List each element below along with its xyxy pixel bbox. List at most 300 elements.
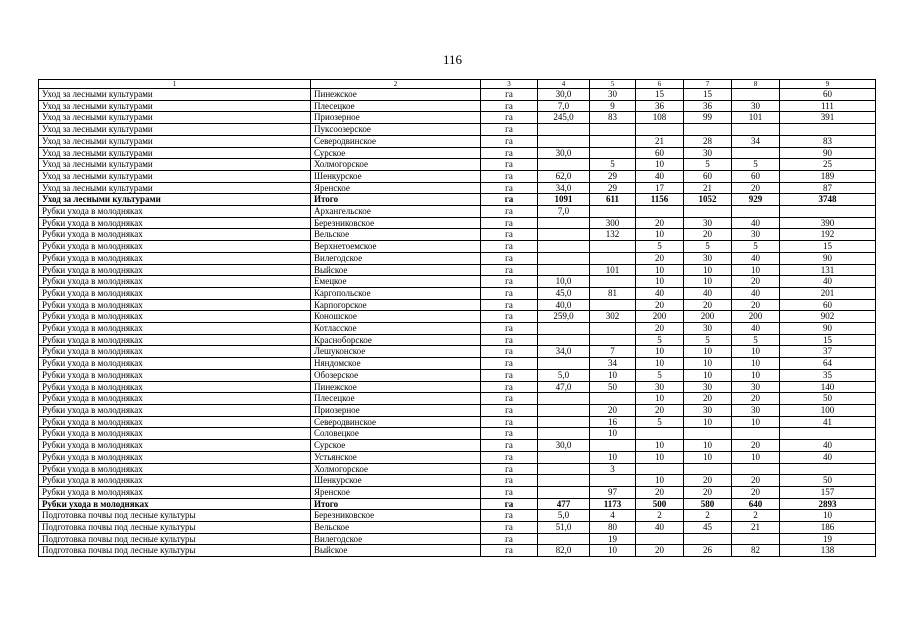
work-type-cell: Рубки ухода в молодняках bbox=[39, 217, 311, 229]
value-cell: 21 bbox=[732, 522, 780, 534]
value-cell bbox=[538, 241, 590, 253]
column-number: 1 bbox=[39, 80, 311, 89]
value-cell: 5 bbox=[590, 159, 636, 171]
value-cell: 7,0 bbox=[538, 206, 590, 218]
forestry-cell: Обозерское bbox=[311, 369, 481, 381]
work-type-cell: Уход за лесными культурами bbox=[39, 147, 311, 159]
value-cell: 34 bbox=[590, 358, 636, 370]
value-cell: 5 bbox=[684, 159, 732, 171]
value-cell bbox=[684, 124, 732, 136]
forestry-cell: Плесецкое bbox=[311, 100, 481, 112]
value-cell bbox=[538, 159, 590, 171]
value-cell: 99 bbox=[684, 112, 732, 124]
value-cell: 20 bbox=[732, 299, 780, 311]
value-cell: 60 bbox=[684, 170, 732, 182]
value-cell: 10,0 bbox=[538, 276, 590, 288]
value-cell: 15 bbox=[684, 89, 732, 101]
value-cell: 26 bbox=[684, 545, 732, 557]
value-cell: 2893 bbox=[780, 498, 876, 510]
value-cell: 580 bbox=[684, 498, 732, 510]
value-cell: 40 bbox=[780, 440, 876, 452]
value-cell bbox=[590, 241, 636, 253]
value-cell: 20 bbox=[732, 486, 780, 498]
value-cell: 30 bbox=[684, 381, 732, 393]
value-cell: 20 bbox=[732, 475, 780, 487]
unit-cell: га bbox=[481, 498, 538, 510]
work-type-cell: Рубки ухода в молодняках bbox=[39, 241, 311, 253]
value-cell: 2 bbox=[636, 510, 684, 522]
value-cell: 30 bbox=[732, 229, 780, 241]
work-type-cell: Рубки ухода в молодняках bbox=[39, 498, 311, 510]
table-row bbox=[39, 147, 876, 159]
value-cell: 30 bbox=[732, 381, 780, 393]
unit-cell: га bbox=[481, 264, 538, 276]
value-cell: 391 bbox=[780, 112, 876, 124]
table-row bbox=[39, 229, 876, 241]
table-row bbox=[39, 159, 876, 171]
value-cell: 929 bbox=[732, 194, 780, 206]
value-cell bbox=[538, 533, 590, 545]
forestry-cell: Приозерное bbox=[311, 112, 481, 124]
work-type-cell: Подготовка почвы под лесные культуры bbox=[39, 510, 311, 522]
table-row bbox=[39, 334, 876, 346]
forestry-cell: Соловецкое bbox=[311, 428, 481, 440]
table-row bbox=[39, 287, 876, 299]
value-cell: 40 bbox=[636, 287, 684, 299]
value-cell bbox=[538, 217, 590, 229]
unit-cell: га bbox=[481, 147, 538, 159]
value-cell: 30,0 bbox=[538, 440, 590, 452]
forestry-cell: Итого bbox=[311, 498, 481, 510]
forestry-cell: Вилегодское bbox=[311, 533, 481, 545]
unit-cell: га bbox=[481, 323, 538, 335]
value-cell bbox=[538, 404, 590, 416]
page-number: 116 bbox=[442, 52, 463, 67]
table-row bbox=[39, 112, 876, 124]
value-cell: 5 bbox=[636, 241, 684, 253]
forestry-table bbox=[38, 79, 876, 557]
column-number: 6 bbox=[636, 80, 684, 89]
work-type-cell: Подготовка почвы под лесные культуры bbox=[39, 522, 311, 534]
value-cell bbox=[538, 475, 590, 487]
value-cell: 20 bbox=[684, 486, 732, 498]
value-cell: 300 bbox=[590, 217, 636, 229]
value-cell: 20 bbox=[732, 276, 780, 288]
table-row bbox=[39, 323, 876, 335]
value-cell: 28 bbox=[684, 135, 732, 147]
unit-cell: га bbox=[481, 124, 538, 136]
value-cell: 3 bbox=[590, 463, 636, 475]
column-number: 4 bbox=[538, 80, 590, 89]
value-cell: 40 bbox=[780, 276, 876, 288]
value-cell: 15 bbox=[636, 89, 684, 101]
value-cell: 25 bbox=[780, 159, 876, 171]
table-row bbox=[39, 522, 876, 534]
value-cell: 10 bbox=[636, 475, 684, 487]
value-cell: 20 bbox=[732, 440, 780, 452]
table-row bbox=[39, 393, 876, 405]
value-cell: 40 bbox=[732, 217, 780, 229]
value-cell: 140 bbox=[780, 381, 876, 393]
value-cell bbox=[732, 463, 780, 475]
value-cell bbox=[684, 463, 732, 475]
forestry-cell: Устьянское bbox=[311, 451, 481, 463]
forestry-cell: Вельское bbox=[311, 522, 481, 534]
table-row bbox=[39, 241, 876, 253]
value-cell: 20 bbox=[636, 486, 684, 498]
value-cell: 10 bbox=[732, 416, 780, 428]
work-type-cell: Рубки ухода в молодняках bbox=[39, 334, 311, 346]
unit-cell: га bbox=[481, 100, 538, 112]
work-type-cell: Уход за лесными культурами bbox=[39, 170, 311, 182]
value-cell: 60 bbox=[636, 147, 684, 159]
value-cell: 40 bbox=[732, 287, 780, 299]
unit-cell: га bbox=[481, 404, 538, 416]
value-cell: 21 bbox=[636, 135, 684, 147]
value-cell: 10 bbox=[636, 451, 684, 463]
value-cell: 30,0 bbox=[538, 89, 590, 101]
unit-cell: га bbox=[481, 135, 538, 147]
forestry-cell: Березниковское bbox=[311, 510, 481, 522]
value-cell: 82,0 bbox=[538, 545, 590, 557]
value-cell: 40 bbox=[636, 170, 684, 182]
value-cell: 30 bbox=[684, 147, 732, 159]
value-cell: 40,0 bbox=[538, 299, 590, 311]
forestry-cell: Вилегодское bbox=[311, 252, 481, 264]
table-row bbox=[39, 276, 876, 288]
unit-cell: га bbox=[481, 334, 538, 346]
work-type-cell: Рубки ухода в молодняках bbox=[39, 276, 311, 288]
forestry-cell: Шенкурское bbox=[311, 170, 481, 182]
work-type-cell: Рубки ухода в молодняках bbox=[39, 475, 311, 487]
value-cell: 10 bbox=[732, 264, 780, 276]
value-cell bbox=[732, 89, 780, 101]
value-cell: 10 bbox=[684, 369, 732, 381]
unit-cell: га bbox=[481, 182, 538, 194]
table-row bbox=[39, 451, 876, 463]
table-row bbox=[39, 416, 876, 428]
total-row bbox=[39, 498, 876, 510]
value-cell: 20 bbox=[732, 182, 780, 194]
value-cell: 36 bbox=[636, 100, 684, 112]
value-cell: 10 bbox=[590, 545, 636, 557]
value-cell: 10 bbox=[684, 451, 732, 463]
unit-cell: га bbox=[481, 217, 538, 229]
value-cell: 5 bbox=[732, 241, 780, 253]
forestry-cell: Пинежское bbox=[311, 89, 481, 101]
unit-cell: га bbox=[481, 486, 538, 498]
value-cell bbox=[538, 428, 590, 440]
work-type-cell: Рубки ухода в молодняках bbox=[39, 358, 311, 370]
value-cell: 10 bbox=[636, 358, 684, 370]
value-cell: 10 bbox=[732, 358, 780, 370]
value-cell: 30 bbox=[590, 89, 636, 101]
value-cell: 19 bbox=[780, 533, 876, 545]
value-cell: 10 bbox=[732, 451, 780, 463]
value-cell: 20 bbox=[636, 252, 684, 264]
forestry-cell: Северодвинское bbox=[311, 416, 481, 428]
forestry-cell: Березниковское bbox=[311, 217, 481, 229]
value-cell: 10 bbox=[636, 440, 684, 452]
value-cell bbox=[590, 206, 636, 218]
unit-cell: га bbox=[481, 451, 538, 463]
value-cell: 51,0 bbox=[538, 522, 590, 534]
value-cell bbox=[684, 206, 732, 218]
table-row bbox=[39, 440, 876, 452]
value-cell: 1156 bbox=[636, 194, 684, 206]
value-cell: 83 bbox=[780, 135, 876, 147]
value-cell: 40 bbox=[732, 323, 780, 335]
work-type-cell: Рубки ухода в молодняках bbox=[39, 287, 311, 299]
unit-cell: га bbox=[481, 299, 538, 311]
value-cell: 132 bbox=[590, 229, 636, 241]
value-cell: 64 bbox=[780, 358, 876, 370]
forestry-cell: Коношское bbox=[311, 311, 481, 323]
work-type-cell: Рубки ухода в молодняках bbox=[39, 463, 311, 475]
table-row bbox=[39, 545, 876, 557]
work-type-cell: Рубки ухода в молодняках bbox=[39, 451, 311, 463]
value-cell: 30 bbox=[684, 404, 732, 416]
work-type-cell: Рубки ухода в молодняках bbox=[39, 440, 311, 452]
value-cell: 30 bbox=[684, 323, 732, 335]
value-cell: 45 bbox=[684, 522, 732, 534]
work-type-cell: Уход за лесными культурами bbox=[39, 159, 311, 171]
value-cell bbox=[538, 393, 590, 405]
value-cell: 10 bbox=[636, 393, 684, 405]
value-cell: 189 bbox=[780, 170, 876, 182]
value-cell: 34 bbox=[732, 135, 780, 147]
value-cell bbox=[780, 428, 876, 440]
unit-cell: га bbox=[481, 510, 538, 522]
value-cell bbox=[780, 124, 876, 136]
unit-cell: га bbox=[481, 381, 538, 393]
work-type-cell: Рубки ухода в молодняках bbox=[39, 416, 311, 428]
value-cell: 62,0 bbox=[538, 170, 590, 182]
table-row bbox=[39, 381, 876, 393]
value-cell bbox=[590, 475, 636, 487]
unit-cell: га bbox=[481, 416, 538, 428]
value-cell: 30 bbox=[732, 404, 780, 416]
value-cell: 10 bbox=[684, 264, 732, 276]
forestry-cell: Итого bbox=[311, 194, 481, 206]
column-number: 3 bbox=[481, 80, 538, 89]
value-cell: 10 bbox=[590, 428, 636, 440]
value-cell: 131 bbox=[780, 264, 876, 276]
value-cell: 477 bbox=[538, 498, 590, 510]
value-cell: 302 bbox=[590, 311, 636, 323]
value-cell: 20 bbox=[636, 545, 684, 557]
work-type-cell: Уход за лесными культурами bbox=[39, 112, 311, 124]
table-row bbox=[39, 252, 876, 264]
work-type-cell: Уход за лесными культурами bbox=[39, 194, 311, 206]
value-cell: 10 bbox=[684, 346, 732, 358]
value-cell: 259,0 bbox=[538, 311, 590, 323]
unit-cell: га bbox=[481, 276, 538, 288]
value-cell: 20 bbox=[684, 393, 732, 405]
value-cell: 40 bbox=[636, 522, 684, 534]
value-cell: 10 bbox=[636, 159, 684, 171]
value-cell: 10 bbox=[636, 276, 684, 288]
forestry-cell: Котласское bbox=[311, 323, 481, 335]
forestry-cell: Северодвинское bbox=[311, 135, 481, 147]
work-type-cell: Рубки ухода в молодняках bbox=[39, 346, 311, 358]
forestry-cell: Приозерное bbox=[311, 404, 481, 416]
value-cell: 34,0 bbox=[538, 346, 590, 358]
forestry-cell: Холмогорское bbox=[311, 463, 481, 475]
value-cell: 20 bbox=[684, 475, 732, 487]
value-cell: 5 bbox=[732, 159, 780, 171]
value-cell bbox=[636, 533, 684, 545]
unit-cell: га bbox=[481, 206, 538, 218]
value-cell: 10 bbox=[684, 416, 732, 428]
work-type-cell: Рубки ухода в молодняках bbox=[39, 323, 311, 335]
value-cell: 5,0 bbox=[538, 510, 590, 522]
value-cell bbox=[538, 229, 590, 241]
value-cell: 10 bbox=[636, 264, 684, 276]
value-cell: 90 bbox=[780, 323, 876, 335]
value-cell: 81 bbox=[590, 287, 636, 299]
forestry-cell: Архангельское bbox=[311, 206, 481, 218]
value-cell bbox=[590, 299, 636, 311]
value-cell: 21 bbox=[684, 182, 732, 194]
work-type-cell: Уход за лесными культурами bbox=[39, 100, 311, 112]
value-cell: 10 bbox=[684, 440, 732, 452]
value-cell: 5 bbox=[684, 241, 732, 253]
value-cell bbox=[732, 206, 780, 218]
value-cell: 35 bbox=[780, 369, 876, 381]
unit-cell: га bbox=[481, 463, 538, 475]
table-row bbox=[39, 369, 876, 381]
forestry-cell: Лешуконское bbox=[311, 346, 481, 358]
value-cell: 10 bbox=[732, 369, 780, 381]
unit-cell: га bbox=[481, 194, 538, 206]
value-cell: 15 bbox=[780, 334, 876, 346]
value-cell: 15 bbox=[780, 241, 876, 253]
value-cell: 20 bbox=[636, 299, 684, 311]
value-cell: 34,0 bbox=[538, 182, 590, 194]
table-row bbox=[39, 100, 876, 112]
value-cell: 500 bbox=[636, 498, 684, 510]
unit-cell: га bbox=[481, 287, 538, 299]
unit-cell: га bbox=[481, 170, 538, 182]
value-cell: 611 bbox=[590, 194, 636, 206]
work-type-cell: Рубки ухода в молодняках bbox=[39, 393, 311, 405]
value-cell bbox=[538, 124, 590, 136]
value-cell bbox=[538, 486, 590, 498]
value-cell: 1052 bbox=[684, 194, 732, 206]
value-cell: 60 bbox=[780, 299, 876, 311]
value-cell: 37 bbox=[780, 346, 876, 358]
value-cell: 200 bbox=[636, 311, 684, 323]
value-cell: 200 bbox=[732, 311, 780, 323]
work-type-cell: Рубки ухода в молодняках bbox=[39, 381, 311, 393]
work-type-cell: Рубки ухода в молодняках bbox=[39, 206, 311, 218]
value-cell: 4 bbox=[590, 510, 636, 522]
value-cell: 390 bbox=[780, 217, 876, 229]
value-cell: 245,0 bbox=[538, 112, 590, 124]
unit-cell: га bbox=[481, 522, 538, 534]
value-cell: 5 bbox=[636, 334, 684, 346]
value-cell: 3748 bbox=[780, 194, 876, 206]
value-cell: 10 bbox=[636, 229, 684, 241]
value-cell: 9 bbox=[590, 100, 636, 112]
value-cell bbox=[590, 393, 636, 405]
value-cell bbox=[636, 124, 684, 136]
table-row bbox=[39, 486, 876, 498]
unit-cell: га bbox=[481, 475, 538, 487]
value-cell bbox=[538, 135, 590, 147]
value-cell bbox=[780, 206, 876, 218]
work-type-cell: Рубки ухода в молодняках bbox=[39, 486, 311, 498]
forestry-cell: Вельское bbox=[311, 229, 481, 241]
table-row bbox=[39, 510, 876, 522]
value-cell bbox=[636, 206, 684, 218]
value-cell: 1091 bbox=[538, 194, 590, 206]
value-cell bbox=[538, 463, 590, 475]
work-type-cell: Рубки ухода в молодняках bbox=[39, 369, 311, 381]
table-row bbox=[39, 358, 876, 370]
value-cell: 10 bbox=[780, 510, 876, 522]
value-cell: 2 bbox=[684, 510, 732, 522]
column-number: 8 bbox=[732, 80, 780, 89]
forestry-cell: Пинежское bbox=[311, 381, 481, 393]
unit-cell: га bbox=[481, 358, 538, 370]
value-cell: 17 bbox=[636, 182, 684, 194]
value-cell bbox=[590, 334, 636, 346]
work-type-cell: Рубки ухода в молодняках bbox=[39, 311, 311, 323]
value-cell bbox=[732, 147, 780, 159]
unit-cell: га bbox=[481, 440, 538, 452]
work-type-cell: Рубки ухода в молодняках bbox=[39, 299, 311, 311]
value-cell: 41 bbox=[780, 416, 876, 428]
value-cell: 30 bbox=[684, 217, 732, 229]
work-type-cell: Рубки ухода в молодняках bbox=[39, 264, 311, 276]
value-cell: 20 bbox=[684, 229, 732, 241]
forestry-cell: Шенкурское bbox=[311, 475, 481, 487]
value-cell: 10 bbox=[684, 276, 732, 288]
column-number: 2 bbox=[311, 80, 481, 89]
forestry-cell: Пукcоозерское bbox=[311, 124, 481, 136]
work-type-cell: Рубки ухода в молодняках bbox=[39, 229, 311, 241]
value-cell: 50 bbox=[590, 381, 636, 393]
value-cell: 30 bbox=[684, 252, 732, 264]
forestry-cell: Карпогорское bbox=[311, 299, 481, 311]
value-cell: 7,0 bbox=[538, 100, 590, 112]
value-cell bbox=[590, 323, 636, 335]
value-cell bbox=[538, 264, 590, 276]
value-cell bbox=[684, 533, 732, 545]
table-row bbox=[39, 170, 876, 182]
column-number-row bbox=[39, 80, 876, 89]
value-cell: 20 bbox=[636, 323, 684, 335]
table-row bbox=[39, 135, 876, 147]
value-cell bbox=[684, 428, 732, 440]
forestry-cell: Яренское bbox=[311, 486, 481, 498]
value-cell: 138 bbox=[780, 545, 876, 557]
value-cell: 30 bbox=[732, 100, 780, 112]
unit-cell: га bbox=[481, 241, 538, 253]
table-row bbox=[39, 475, 876, 487]
forestry-cell: Сурское bbox=[311, 147, 481, 159]
value-cell: 29 bbox=[590, 182, 636, 194]
forestry-cell: Холмогорское bbox=[311, 159, 481, 171]
table-row bbox=[39, 404, 876, 416]
value-cell bbox=[732, 124, 780, 136]
work-type-cell: Подготовка почвы под лесные культуры bbox=[39, 533, 311, 545]
work-type-cell: Уход за лесными культурами bbox=[39, 135, 311, 147]
value-cell bbox=[590, 276, 636, 288]
table-row bbox=[39, 182, 876, 194]
